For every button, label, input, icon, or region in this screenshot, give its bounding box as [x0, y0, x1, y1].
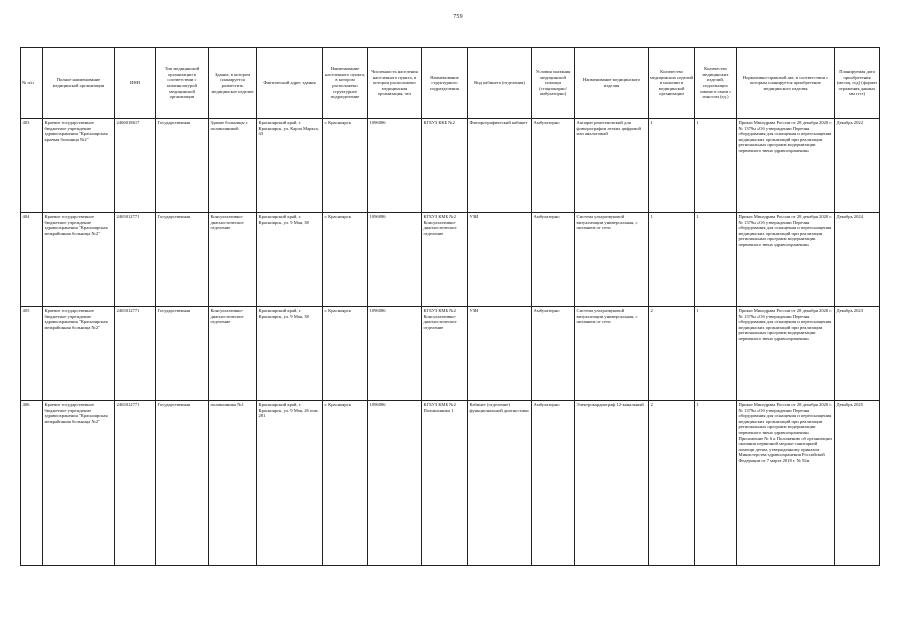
population-cell: 1096086: [368, 401, 422, 566]
cabinet-cell: Флюорографический кабинет: [468, 119, 532, 213]
page-number: 759: [453, 14, 463, 20]
device-cell: Система ультразвуковой визуализации универсальная, с питанием от сети: [575, 213, 649, 307]
organization-type: Государственная: [156, 401, 209, 566]
unit-cell: КГБУЗ КМБ №2 Поликлиника 1: [422, 401, 468, 566]
inn-cell: 2465012771: [115, 213, 156, 307]
header-cell: Нормативно-правовой акт, в соответствии с которым планируется приобретение медицинского изделия: [737, 48, 835, 119]
header-cell: Вид кабинета (отделения): [468, 48, 532, 119]
legal-act-cell: Приказ Минздрава России от 28 декабря 2020 г. № 1379н «Об утверждении Перечня оборудования для оснащения и переоснащения медицинских организаций при реализации региональных программ модернизации первичного звена здравоохранения»: [737, 307, 835, 401]
organization-name: Краевое государственное бюджетное учреждение здравоохранения "Красноярская краевая больница №2": [43, 119, 115, 213]
header-cell: Полное наименование медицинской организации: [43, 48, 115, 119]
equipment-registry-table: [20, 47, 880, 566]
header-cell: Наименование структурного подразделения: [422, 48, 468, 119]
device-cell: Электрокардиограф 12-канальный: [575, 401, 649, 566]
replace-count: 1: [695, 401, 737, 566]
building-cell: Здание больницы с поликлиникой: [209, 119, 257, 213]
replace-count: 1: [695, 119, 737, 213]
organization-name: Краевое государственное бюджетное учреждение здравоохранения "Красноярская межрайонная больница №2": [43, 401, 115, 566]
row-number: 403: [21, 119, 43, 213]
organization-name: Краевое государственное бюджетное учреждение здравоохранения "Красноярская межрайонная больница №2": [43, 307, 115, 401]
planned-date: Декабрь 2024: [835, 213, 880, 307]
conditions-cell: Амбулаторно: [532, 119, 575, 213]
available-count: 2: [649, 401, 695, 566]
header-cell: Количество медицинских изделий, подлежащих замене в связи с износом (ед.): [695, 48, 737, 119]
replace-count: 1: [695, 307, 737, 401]
device-cell: Аппарат рентгеновский для флюорографии легких цифровой или аналоговый: [575, 119, 649, 213]
unit-cell: КГБУЗ КМБ №2 Консультативно-диагностическое отделение: [422, 213, 468, 307]
organization-type: Государственная: [156, 119, 209, 213]
table-row: [21, 307, 880, 401]
organization-type: Государственная: [156, 307, 209, 401]
building-cell: поликлиника №1: [209, 401, 257, 566]
available-count: 1: [649, 119, 695, 213]
table-row: [21, 401, 880, 566]
legal-act-cell: Приказ Минздрава России от 28 декабря 2020 г. № 1379н «Об утверждении Перечня оборудования для оснащения и переоснащения медицинских организаций при реализации региональных программ модернизации первичного звена здравоохранения»: [737, 213, 835, 307]
planned-date: Декабрь 2022: [835, 119, 880, 213]
header-cell: Тип медицинской организации в соответствии с номенклатурой медицинской организации: [156, 48, 209, 119]
locality-cell: г. Красноярск: [323, 401, 368, 566]
inn-cell: 2465012771: [115, 307, 156, 401]
unit-cell: КГБУЗ КМБ №2 Консультативно-диагностическое отделение: [422, 307, 468, 401]
locality-cell: г. Красноярск: [323, 119, 368, 213]
header-cell: № п/п: [21, 48, 43, 119]
cabinet-cell: УЗИ: [468, 307, 532, 401]
address-cell: Красноярский край, г. Красноярск, ул. 9 Мая, 26 пом. 281: [257, 401, 323, 566]
device-cell: Система ультразвуковой визуализации универсальная, с питанием от сети: [575, 307, 649, 401]
planned-date: Декабрь 2025: [835, 401, 880, 566]
row-number: 404: [21, 213, 43, 307]
locality-cell: г. Красноярск: [323, 213, 368, 307]
header-cell: Здание, в котором планируется разместить медицинское изделие: [209, 48, 257, 119]
row-number: 406: [21, 401, 43, 566]
table-header-row: [21, 48, 880, 119]
address-cell: Красноярский край, г. Красноярск, ул. Карла Маркса, 43: [257, 119, 323, 213]
organization-type: Государственная: [156, 213, 209, 307]
header-cell: Наименование населенного пункта, в котором расположено структурное подразделение: [323, 48, 368, 119]
inn-cell: 2466018617: [115, 119, 156, 213]
unit-cell: КГБУЗ ККБ №2: [422, 119, 468, 213]
available-count: 2: [649, 307, 695, 401]
header-cell: Условия оказания медицинской помощи (стационарно/амбулаторно): [532, 48, 575, 119]
inn-cell: 2465012771: [115, 401, 156, 566]
header-cell: Численность населения населенного пункта, в котором расположено медицинская организация, чел: [368, 48, 422, 119]
conditions-cell: Амбулаторно: [532, 307, 575, 401]
legal-act-cell: Приказ Минздрава России от 28 декабря 2020 г. № 1379н «Об утверждении Перечня оборудования для оснащения и переоснащения медицинских организаций при реализации региональных программ модернизации первичного звена здравоохранения»: [737, 119, 835, 213]
address-cell: Красноярский край, г. Красноярск, ул. 9 Мая, 38: [257, 213, 323, 307]
table-row: [21, 213, 880, 307]
population-cell: 1096086: [368, 213, 422, 307]
address-cell: Красноярский край, г. Красноярск, ул. 9 Мая, 38: [257, 307, 323, 401]
building-cell: Консультативно-диагностическое отделение: [209, 307, 257, 401]
building-cell: Консультативно-диагностическое отделение: [209, 213, 257, 307]
available-count: 1: [649, 213, 695, 307]
population-cell: 1096086: [368, 119, 422, 213]
conditions-cell: Амбулаторно: [532, 401, 575, 566]
row-number: 405: [21, 307, 43, 401]
replace-count: 1: [695, 213, 737, 307]
header-cell: Фактический адрес здания: [257, 48, 323, 119]
organization-name: Краевое государственное бюджетное учреждение здравоохранения "Красноярская межрайонная больница №2": [43, 213, 115, 307]
table-row: [21, 119, 880, 213]
cabinet-cell: Кабинет (отделение) функциональной диагностики: [468, 401, 532, 566]
locality-cell: г. Красноярск: [323, 307, 368, 401]
conditions-cell: Амбулаторно: [532, 213, 575, 307]
header-cell: Количество медицинских изделий в наличии в медицинской организации: [649, 48, 695, 119]
population-cell: 1096086: [368, 307, 422, 401]
legal-act-cell: Приказ Минздрава России от 28 декабря 2020 г. № 1379н «Об утверждении Перечня оборудования для оснащения и переоснащения медицинских организаций при реализации региональных программ модернизации первичного звена здравоохранения» Приложение № 6 к Положению об организации оказания первичной медико-санитарной помощи детям, утвержденному приказом Министерства здравоохранения Российской Федерации от 7 марта 2018 г. № 92н: [737, 401, 835, 566]
header-cell: Планируемая дата приобретения (месяц, год) (формат отражения данных мм гггг): [835, 48, 880, 119]
planned-date: Декабрь 2023: [835, 307, 880, 401]
cabinet-cell: УЗИ: [468, 213, 532, 307]
header-cell: ИНН: [115, 48, 156, 119]
header-cell: Наименование медицинского изделия: [575, 48, 649, 119]
